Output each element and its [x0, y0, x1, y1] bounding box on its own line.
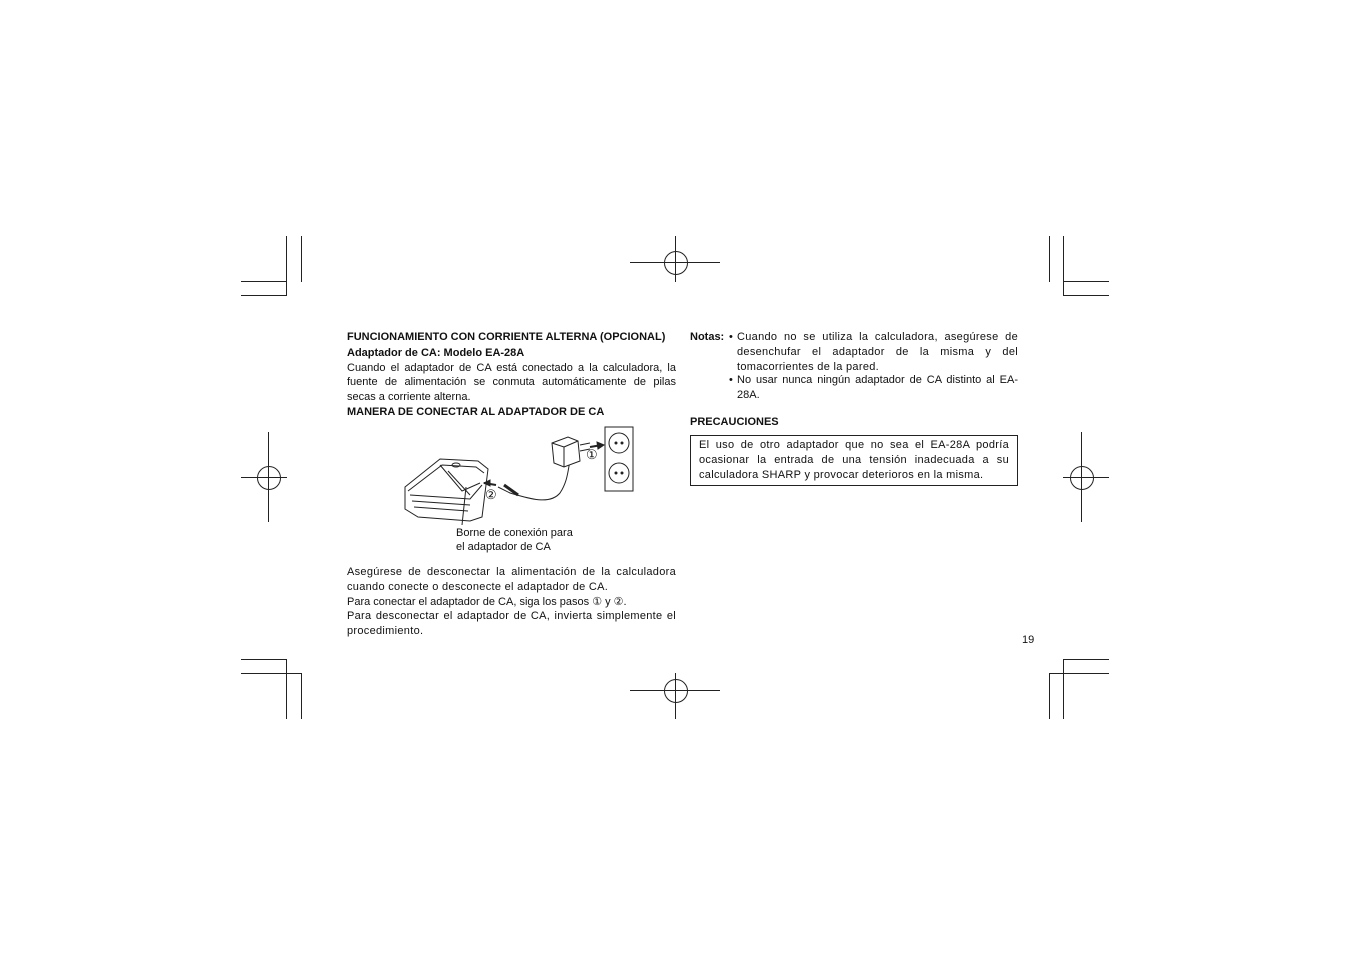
- intro-paragraph: Cuando el adaptador de CA está conectado a la calculadora, la fuente de alimentación se conmuta automáticamente de pilas secas a corriente alterna.: [347, 361, 676, 404]
- precautions-box: El uso de otro adaptador que no sea el EA-28A podría ocasionar la entrada de una tensión inadecuada a su calculadora SHARP y provocar deterioros en la misma.: [690, 435, 1018, 486]
- bullet-icon: •: [729, 331, 733, 343]
- caption-line-2: el adaptador de CA: [456, 541, 551, 553]
- note-item: Cuando no se utiliza la calculadora, asegúrese de desenchufar el adaptador de la misma y del tomacorrientes de la pared.: [737, 331, 1018, 373]
- notes-label: Notas:: [690, 331, 725, 343]
- power-off-paragraph: Asegúrese de desconectar la alimentación de la calculadora cuando conecte o desconecte el adaptador de CA.: [347, 566, 676, 593]
- note-item: No usar nunca ningún adaptador de CA distinto al EA-28A.: [737, 374, 1018, 401]
- connect-heading: MANERA DE CONECTAR AL ADAPTADOR DE CA: [347, 405, 605, 418]
- caption-line-1: Borne de conexión para: [456, 527, 573, 539]
- section-heading: FUNCIONAMIENTO CON CORRIENTE ALTERNA (OPCIONAL): [347, 331, 666, 343]
- adapter-illustration: [400, 425, 640, 525]
- subsection-heading: Adaptador de CA: Modelo EA-28A: [347, 346, 525, 359]
- precautions-heading: PRECAUCIONES: [690, 416, 779, 428]
- adapter-connection-figure: [400, 425, 640, 525]
- step-1-label: ①: [586, 447, 598, 462]
- left-column-bottom: [347, 565, 676, 639]
- step-2-label: ②: [485, 487, 497, 502]
- bullet-icon: •: [729, 374, 733, 386]
- disconnect-paragraph: Para desconectar el adaptador de CA, invierta simplemente el procedimiento.: [347, 610, 676, 638]
- left-column: [347, 330, 676, 420]
- connect-steps-paragraph: Para conectar el adaptador de CA, siga los pasos ① y ②.: [347, 595, 627, 608]
- figure-caption: [456, 526, 573, 554]
- page-number: 19: [1022, 634, 1035, 646]
